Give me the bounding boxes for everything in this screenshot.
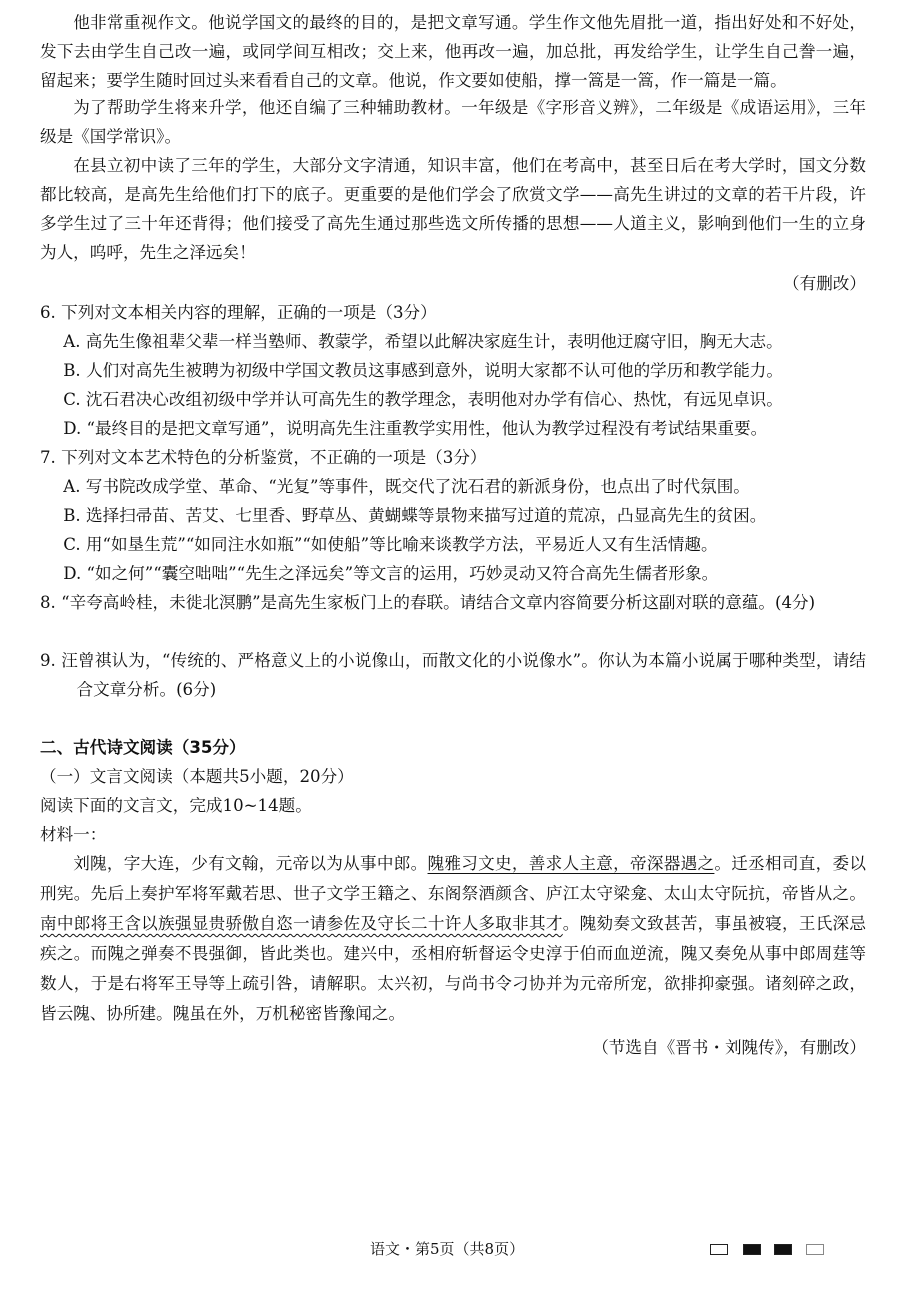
page-footer <box>0 1238 900 1262</box>
page-number: 语文・第5页（共8页） <box>370 1240 525 1258</box>
material-label: 材料一： <box>40 825 107 844</box>
question-7: 7. 下列对文本艺术特色的分析鉴赏，不正确的一项是（3分） <box>40 448 487 467</box>
scan-mark-empty <box>806 1244 824 1255</box>
question-7-option-d: D. “如之何”“囊空咄咄”“先生之泽远矣”等文言的运用，巧妙灵动又符合高先生儒者形象。 <box>63 564 719 583</box>
question-6-option-c: C. 沈石君决心改组初级中学并认可高先生的教学理念，表明他对办学有信心、热忱，有远见卓识。 <box>63 390 783 409</box>
wavy-underlined-sentence: 南中郎将王含以族强显贵骄傲自恣一请参佐及守长二十许人多取非其才 <box>40 914 563 933</box>
passage-paragraph: 他非常重视作文。他说学国文的最终的目的，是把文章写通。学生作文他先眉批一道，指出好处和不好处，发下去由学生自己改一遍，或同学间互相改；交上来，他再改一遍，加总批，再发给学生，让学生自己誊一遍，留起来；要学生随时回过头来看看自己的文章。他说，作文要如使船，撑一篙是一篙，作一篇是一篇。 <box>40 13 866 90</box>
exam-page <box>40 8 866 1062</box>
question-6: 6. 下列对文本相关内容的理解，正确的一项是（3分） <box>40 303 437 322</box>
question-9: 9. 汪曾祺认为，“传统的、严格意义上的小说像山，而散文化的小说像水”。你认为本篇小说属于哪种类型，请结合文章分析。(6分) <box>40 651 866 699</box>
question-7-option-c: C. 用“如垦生荒”“如同注水如瓶”“如使船”等比喻来谈教学方法，平易近人又有生活情趣。 <box>63 535 718 554</box>
text-segment: 。迁丞相司直，委以刑宪。先后上奏护军将军戴若思、世子文学王籍之、东阁祭酒颜含、庐江太守梁龛、太山太守阮抗，帝皆从之。 <box>40 854 867 903</box>
text-segment: 。隗劾奏文致甚苦，事虽被寝，王氏深忌疾之。而隗之弹奏不畏强御，皆此类也。建兴中，丞相府斩督运令史淳于伯而血逆流，隗又奏免从事中郎周莛等数人，于是右将军王导等上疏引咎，请解职。太兴初，与尚书令刁协并为元帝所宠，欲排抑豪强。诸刻碎之政，皆云隗、协所建。隗虽在外，万机秘密皆豫闻之。 <box>40 914 867 1023</box>
source-citation: （节选自《晋书・刘隗传》，有删改） <box>592 1038 866 1057</box>
question-6-option-b: B. 人们对高先生被聘为初级中学国文教员这事感到意外，说明大家都不认可他的学历和教学能力。 <box>63 361 783 380</box>
question-7-option-b: B. 选择扫帚苗、苦艾、七里香、野草丛、黄蝴蝶等景物来描写过道的荒凉，凸显高先生的贫困。 <box>63 506 767 525</box>
scan-mark-empty <box>710 1244 728 1255</box>
question-7-option-a: A. 写书院改成学堂、革命、“光复”等事件，既交代了沈石君的新派身份，也点出了时代氛围。 <box>63 477 750 496</box>
underlined-sentence: 隗雅习文史，善求人主意，帝深器遇之 <box>427 854 715 873</box>
subsection-heading: （一）文言文阅读（本题共5小题，20分） <box>40 767 354 786</box>
passage-paragraph: 在县立初中读了三年的学生，大部分文字清通，知识丰富，他们在考高中，甚至日后在考大学时，国文分数都比较高，是高先生给他们打下的底子。更重要的是他们学会了欣赏文学——高先生讲过的文章的若干片段，许多学生过了三十年还背得；他们接受了高先生通过那些选文所传播的思想——人道主义，影响到他们一生的立身为人，呜呼，先生之泽远矣！ <box>40 156 866 262</box>
question-6-option-a: A. 高先生像祖辈父辈一样当塾师、教蒙学，希望以此解决家庭生计，表明他迂腐守旧，胸无大志。 <box>63 332 783 351</box>
question-8: 8. “辛夸高岭桂，未徙北溟鹏”是高先生家板门上的春联。请结合文章内容简要分析这副对联的意蕴。(4分) <box>40 593 816 612</box>
passage-paragraph: 为了帮助学生将来升学，他还自编了三种辅助教材。一年级是《字形音义辨》，二年级是《成语运用》，三年级是《国学常识》。 <box>40 98 866 146</box>
passage-note: （有删改） <box>783 274 866 293</box>
section-heading: 二、古代诗文阅读（35分） <box>40 738 246 757</box>
classical-text <box>40 849 866 1029</box>
instruction: 阅读下面的文言文，完成10~14题。 <box>40 796 312 815</box>
scan-mark-filled <box>743 1244 761 1255</box>
text-segment: 刘隗，字大连，少有文翰，元帝以为从事中郎。 <box>73 854 428 873</box>
question-6-option-d: D. “最终目的是把文章写通”，说明高先生注重教学实用性，他认为教学过程没有考试结果重要。 <box>63 419 768 438</box>
scan-mark-filled <box>774 1244 792 1255</box>
